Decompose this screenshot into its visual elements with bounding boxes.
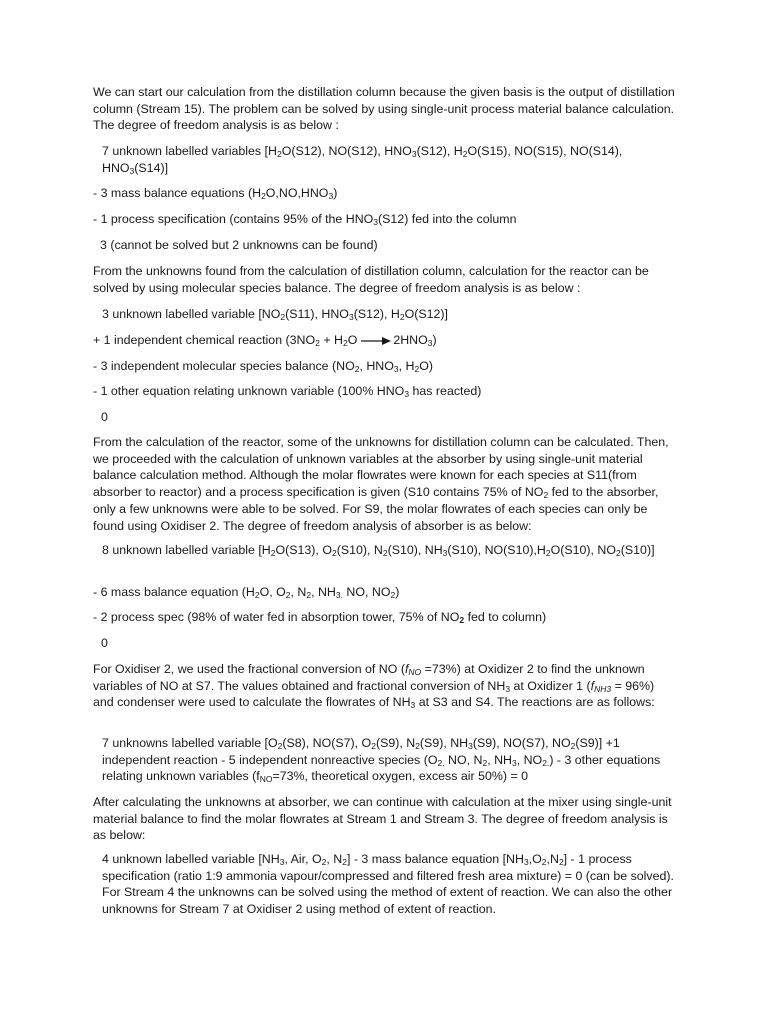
absorber-mass-balance: - 6 mass balance equation ($H_2O$, $O_2$, $N_2$, $NH_{3.}$ NO, $NO_2$) xyxy=(93,585,400,600)
reactor-unknowns: 3 unknown labelled variable [$NO_2(S11)$, $HNO_3(S12)$, $H_2O(S12)$] xyxy=(102,307,448,322)
dc-process-spec: - 1 process specification (contains 95% of the $HNO_3(S12)$ fed into the column xyxy=(93,212,517,227)
dc-mass-balance: - 3 mass balance equations $(H_2O,NO,HNO_3)$ xyxy=(93,186,338,201)
reactor-other-equation: - 1 other equation relating unknown variable (100% $HNO_3$ has reacted) xyxy=(93,384,482,399)
para-oxidiser: For Oxidiser 2, we used the fractional conversion of NO $(f_{NO} =73\%)$ at Oxidizer 2 to find the unknown variables of NO at S7. The values obtained and fractional conversion of $NH_3$ at Oxidizer 1 $(f_{NH3} = 96\%)$ and condenser were used to calculate the flowrates of $NH_3$ at S3 and S4. The reactions are as follows: xyxy=(93,662,655,711)
para-absorber-intro: From the calculation of the reactor, some of the unknowns for distillation column can be calculated. Then, we proceeded with the calculation of unknown variables at the absorber by using single-unit material balance calculation method. Although the molar flowrates were known for each species at S11(from absorber to reactor) and a process specification is given (S10 contains 75% of $NO_2$ fed to the absorber, only a few unknowns were able to be solved. For S9, the molar flowrates of each species can only be found using Oxidiser 2. The degree of freedom analysis of absorber is as below: xyxy=(93,435,669,533)
absorber-dof: 0 xyxy=(101,636,108,650)
reactor-dof: 0 xyxy=(101,410,108,424)
mixer-analysis: 4 unknown labelled variable [$NH_3$, Air, $O_2$, $N_2] - 3$ mass balance equation $[NH_3,O_2,N_2] - 1$ process specification (ratio 1:9 ammonia vapour/compressed and filtered fresh area mixture) = 0 (can be solved). For Stream 4 the unknowns can be solved using the method of extent of reaction. We can also the other unknowns for Stream 7 at Oxidiser 2 using method of extent of reaction. xyxy=(102,852,674,917)
para-mixer-intro: After calculating the unknowns at absorber, we can continue with calculation at the mixer using single-unit material balance to find the molar flowrates at Stream 1 and Stream 3. The degree of freedom analysis is as below: xyxy=(93,795,672,843)
absorber-unknowns: 8 unknown labelled variable [$H_2O(S13)$, $O_2(S10)$, $N_2(S10)$, $NH_3(S10)$, $NO(S10),H_2O(S10)$, $NO_2(S10)$] xyxy=(102,543,655,558)
para-reactor-intro: From the unknowns found from the calculation of distillation column, calculation for the reactor can be solved by using molecular species balance. The degree of freedom analysis is as below : xyxy=(93,264,649,295)
reactor-molecular-balance: - 3 independent molecular species balance ($NO_2$, $HNO_3$, $H_2O$) xyxy=(93,359,433,374)
para-distillation-intro: We can start our calculation from the distillation column because the given basis is the output of distillation column (Stream 15). The problem can be solved by using single-unit process material balance calculation. The degree of freedom analysis is as below : xyxy=(93,85,675,133)
oxidiser-analysis: 7 unknowns labelled variable [$O_2(S8)$, NO(S7), $O_2(S9)$, $N_2(S9)$, $NH_3(S9)$, NO(S7), $NO_2(S9)] +1$ independent reaction - 5 independent nonreactive species ($O_{2.}$ NO, $N_2$, $NH_3$, $NO_{2.}) - 3$ other equations relating unknown variables ($f_{NO}=73\%$, theoretical oxygen, excess air 50%) = 0 xyxy=(102,736,661,785)
dc-unknowns: 7 unknown labelled variables [$H_2O(S12)$, NO(S12), $HNO_3(S12)$, $H_2O(S15)$, NO(S15), NO(S14), $HNO_3(S14)$] xyxy=(102,144,623,176)
absorber-process-spec: - 2 process spec (98% of water fed in absorption tower, 75% of $NO_2$ fed to column) xyxy=(93,610,547,625)
dc-dof: 3 (cannot be solved but 2 unknowns can be found) xyxy=(100,238,378,252)
reaction-arrow-icon xyxy=(361,337,391,345)
reactor-reaction: + 1 independent chemical reaction ($3NO_2 + H_2O$ $2HNO_3$) xyxy=(93,333,437,348)
